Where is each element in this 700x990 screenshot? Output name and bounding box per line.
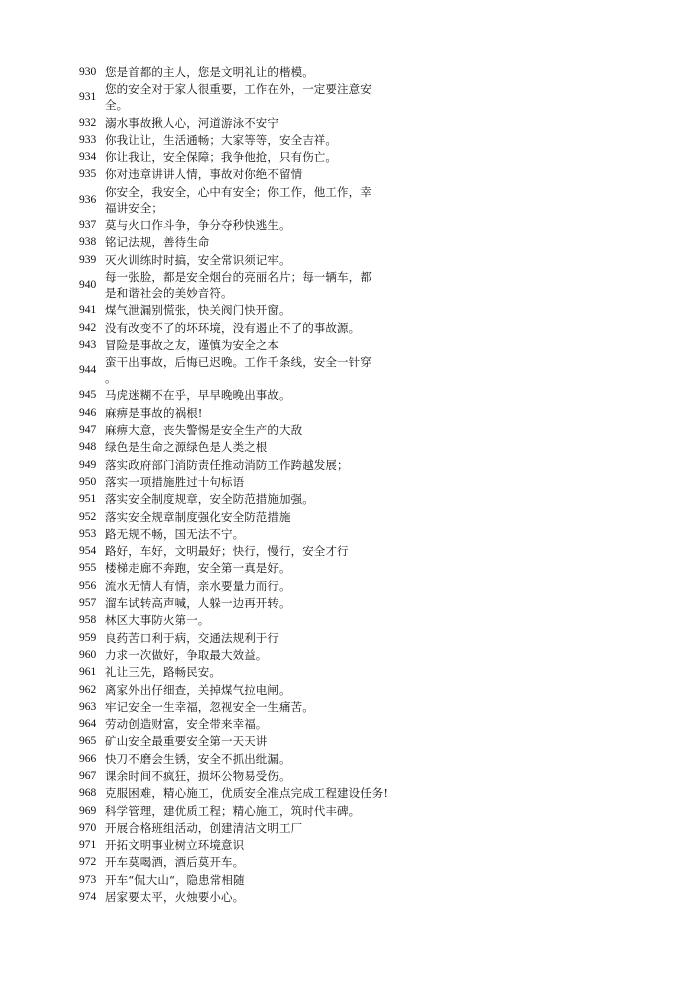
item-text: 蛮干出事故，后悔已迟晚。工作千条线，安全一针穿 。 [105, 355, 372, 386]
item-text: 快刀不磨会生锈，安全不抓出纰漏。 [105, 751, 291, 766]
item-number: 971 [79, 839, 97, 852]
item-text: 铭记法规，善待生命 [105, 235, 210, 250]
list-item [79, 612, 409, 628]
item-text: 流水无情人有情，亲水要量力而行。 [105, 578, 291, 593]
list-item [79, 491, 409, 507]
list-item [79, 387, 409, 403]
list-item [79, 337, 409, 353]
item-number: 974 [79, 891, 97, 904]
list-item [79, 234, 409, 250]
item-number: 949 [79, 458, 97, 471]
item-text: 你我让让，生活通畅；大家等等，安全吉祥。 [105, 132, 337, 147]
item-text: 落实政府部门消防责任推动消防工作跨越发展； [105, 457, 349, 472]
list-item [79, 81, 409, 113]
item-number: 947 [79, 424, 97, 437]
item-text: 路无规不畅，国无法不宁。 [105, 526, 245, 541]
item-number: 955 [79, 562, 97, 575]
list-item [79, 166, 409, 182]
item-number: 957 [79, 597, 97, 610]
list-item [79, 785, 409, 801]
list-item [79, 716, 409, 732]
list-item [79, 252, 409, 268]
item-text: 楼梯走廊不奔跑，安全第一真是好。 [105, 561, 291, 576]
item-text: 劳动创造财富，安全带来幸福。 [105, 717, 268, 732]
list-item [79, 751, 409, 767]
item-text: 您是首都的主人，您是文明礼让的楷模。 [105, 65, 314, 79]
item-text: 开拓文明事业树立环境意识 [105, 838, 245, 853]
item-text: 落实一项措施胜过十句标语 [105, 474, 245, 489]
item-number: 933 [79, 133, 97, 146]
list-item [79, 630, 409, 646]
item-text: 林区大事防火第一。 [105, 613, 210, 628]
item-text: 牢记安全一生幸福，忽视安全一生痛苦。 [105, 699, 314, 714]
item-number: 966 [79, 752, 97, 765]
list-item [79, 64, 409, 80]
item-text: 落实安全规章制度强化安全防范措施 [105, 509, 291, 524]
list-item [79, 184, 409, 216]
item-number: 941 [79, 304, 97, 317]
item-text: 克服困难，精心施工，优质安全准点完成工程建设任务! [105, 786, 389, 801]
list-item [79, 543, 409, 559]
item-text: 你安全，我安全，心中有安全；你工作，他工作，幸 福讲安全； [105, 184, 372, 215]
list-item [79, 422, 409, 438]
item-number: 968 [79, 787, 97, 800]
item-number: 962 [79, 683, 97, 696]
list-item [79, 302, 409, 318]
item-number: 930 [79, 66, 97, 78]
list-item [79, 664, 409, 680]
list-item [79, 647, 409, 663]
item-number: 960 [79, 648, 97, 661]
item-number: 970 [79, 821, 97, 834]
item-number: 967 [79, 769, 97, 782]
item-number: 948 [79, 441, 97, 454]
list-item [79, 509, 409, 525]
list-item [79, 595, 409, 611]
item-number: 935 [79, 168, 97, 181]
item-text: 落实安全制度规章，安全防范措施加强。 [105, 492, 314, 507]
item-text: 每一张脸，都是安全烟台的亮丽名片；每一辆车，都 是和谐社会的美妙音符。 [105, 269, 372, 300]
item-number: 973 [79, 873, 97, 886]
slogan-list [79, 64, 409, 906]
item-text: 您的安全对于家人很重要，工作在外，一定要注意安 全。 [105, 82, 372, 113]
item-number: 940 [79, 278, 97, 291]
list-item [79, 132, 409, 148]
item-number: 972 [79, 856, 97, 869]
list-item [79, 803, 409, 819]
list-item [79, 837, 409, 853]
list-item [79, 474, 409, 490]
item-text: 冒险是事故之友，谨慎为安全之本 [105, 337, 279, 352]
item-text: 麻痹是事故的祸根! [105, 405, 203, 420]
item-number: 936 [79, 193, 97, 206]
list-item [79, 439, 409, 455]
list-item [79, 526, 409, 542]
item-number: 938 [79, 236, 97, 249]
item-number: 943 [79, 338, 97, 351]
item-number: 951 [79, 493, 97, 506]
item-text: 开车莫喝酒，酒后莫开车。 [105, 855, 245, 870]
list-item [79, 733, 409, 749]
item-number: 946 [79, 406, 97, 419]
item-text: 麻痹大意，丧失警惕是安全生产的大敌 [105, 423, 303, 438]
item-number: 953 [79, 527, 97, 540]
item-text: 矿山安全最重要安全第一天天讲 [105, 734, 268, 749]
item-number: 969 [79, 804, 97, 817]
item-text: 绿色是生命之源绿色是人类之根 [105, 440, 268, 455]
list-item [79, 217, 409, 233]
item-text: 马虎迷糊不在乎，早早晚晚出事故。 [105, 388, 291, 403]
list-item [79, 560, 409, 576]
item-number: 931 [79, 91, 97, 104]
item-number: 945 [79, 389, 97, 402]
item-text: 溜车试转高声喊，人躲一边再开转。 [105, 596, 291, 611]
item-text: 离家外出仔细查，关掉煤气拉电闸。 [105, 682, 291, 697]
item-text: 你让我让，安全保障；我争他抢，只有伤亡。 [105, 150, 337, 165]
item-number: 961 [79, 666, 97, 679]
list-item [79, 820, 409, 836]
item-number: 958 [79, 614, 97, 627]
list-item [79, 149, 409, 165]
item-number: 932 [79, 116, 97, 129]
item-number: 954 [79, 545, 97, 558]
list-item [79, 354, 409, 386]
item-text: 良药苦口利于病，交通法规利于行 [105, 630, 279, 645]
item-number: 956 [79, 579, 97, 592]
item-text: 开展合格班组活动，创建清洁文明工厂 [105, 820, 303, 835]
item-text: 路好，车好，文明最好；快行，慢行，安全才行 [105, 544, 349, 559]
item-number: 952 [79, 510, 97, 523]
list-item [79, 320, 409, 336]
item-text: 没有改变不了的坏环境，没有遏止不了的事故源。 [105, 320, 361, 335]
item-number: 937 [79, 219, 97, 232]
list-item [79, 768, 409, 784]
item-text: 莫与火口作斗争，争分夺秒快逃生。 [105, 218, 291, 233]
list-item [79, 115, 409, 131]
item-number: 944 [79, 364, 97, 377]
list-item [79, 405, 409, 421]
list-item [79, 682, 409, 698]
item-text: 居家要太平，火烛要小心。 [105, 890, 245, 905]
item-text: 开车“侃大山“，隐患常相随 [105, 872, 245, 887]
list-item [79, 699, 409, 715]
item-text: 溺水事故揪人心，河道游泳不安宁 [105, 115, 279, 130]
item-text: 你对违章讲讲人情，事故对你绝不留情 [105, 167, 303, 182]
list-item [79, 854, 409, 870]
item-text: 力求一次做好，争取最大效益。 [105, 647, 268, 662]
item-number: 963 [79, 700, 97, 713]
list-item [79, 269, 409, 301]
item-text: 课余时间不疯狂，损坏公物易受伤。 [105, 768, 291, 783]
list-item [79, 457, 409, 473]
item-text: 灭火训练时时搞，安全常识须记牢。 [105, 252, 291, 267]
item-text: 煤气泄漏别慌张，快关阀门快开窗。 [105, 303, 291, 318]
item-text: 科学管理，建优质工程；精心施工，筑时代丰碑。 [105, 803, 361, 818]
list-item [79, 889, 409, 905]
item-number: 942 [79, 321, 97, 334]
item-number: 950 [79, 475, 97, 488]
item-number: 934 [79, 151, 97, 164]
list-item [79, 872, 409, 888]
item-number: 965 [79, 735, 97, 748]
list-item [79, 578, 409, 594]
item-number: 939 [79, 253, 97, 266]
item-number: 959 [79, 631, 97, 644]
item-number: 964 [79, 718, 97, 731]
item-text: 礼让三先，路畅民安。 [105, 665, 221, 680]
